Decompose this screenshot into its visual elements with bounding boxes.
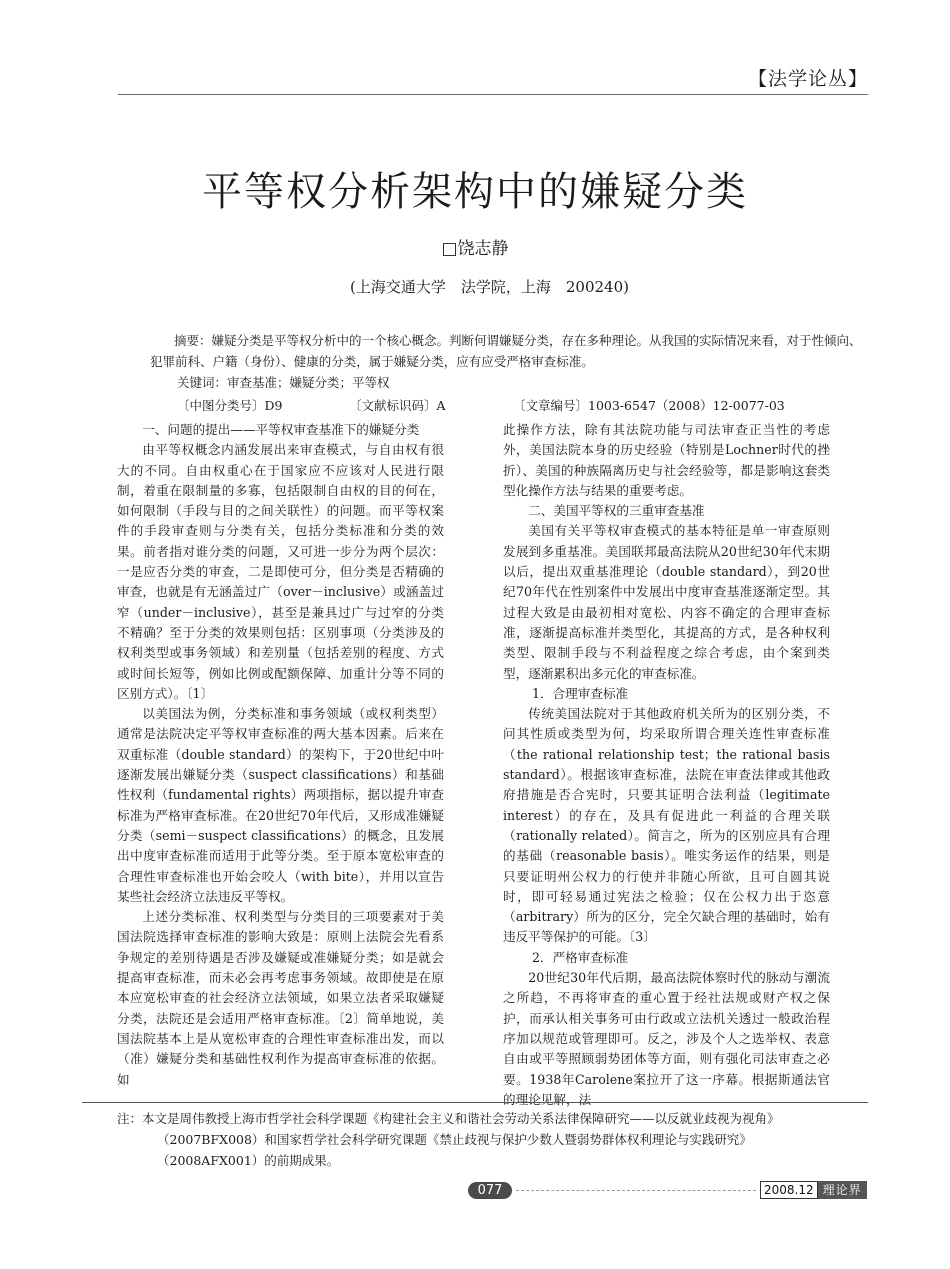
footnote (117, 1108, 872, 1171)
subheading-rational-review: 1．合理审查标准 (531, 685, 629, 701)
footnote-line: （2007BFX008）和国家哲学社会科学研究课题《禁止歧视与保护少数人暨弱势群体权利理论与实践研究》 (157, 1132, 752, 1147)
document-code: 〔文献标识码〕A (349, 398, 446, 413)
affiliation: (上海交通大学 法学院，上海 200240) (350, 278, 629, 296)
keywords: 关键词：审查基准；嫌疑分类；平等权 (177, 375, 390, 390)
section-tag: 【法学论丛】 (747, 68, 868, 90)
issue-label: 2008.12 (760, 1181, 818, 1199)
journal-name: 理论界 (818, 1181, 867, 1199)
body-column-left (117, 420, 444, 1090)
footnote-line: 注：本文是周伟教授上海市哲学社会科学课题《构建社会主义和谐社会劳动关系法律保障研究——以反就业歧视为视角》 (117, 1111, 780, 1126)
footnote-rule (82, 1102, 868, 1103)
paragraph: 传统美国法院对于其他政府机关所为的区别分类，不问其性质或类型为何，均采取所谓合理关连性审查标准（the rational relationship test；the rational basis standard）。根据该审查标准，法院在审查法律或其他政府措施是否合宪时，只要其证明合法利益（legitimate interest）的存在，及具有促进此一利益的合理关联（rationally related）。简言之，所为的区别应具有合理的基础（reasonable basis）。唯实务运作的结果，则是只要证明州公权力的行使并非随心所欲，且可自圆其说时，即可轻易通过宪法之检验；仅在公权力出于恣意（arbitrary）所为的区分，完全欠缺合理的基础时，始有违反平等保护的可能。〔3〕 (503, 706, 830, 945)
paragraph: 由平等权概念内涵发展出来审查模式，与自由权有很大的不同。自由权重心在于国家应不应该对人民进行限制，着重在限制量的多寡，包括限制自由权的目的何在，如何限制（手段与目的之间关联性）的问题。而平等权案件的手段审查则与分类有关，包括分类标准和分类的效果。前者指对谁分类的问题，又可进一步分为两个层次：一是应否分类的审查，二是即使可分，但分类是否精确的审查，也就是有无涵盖过广（over－inclusive）或涵盖过窄（under－inclusive），甚至是兼具过广与过窄的分类不精确？至于分类的效果则包括：区别事项（分类涉及的权利类型或事务领域）和差别量（包括差别的程度、方式或时间长短等，例如比例或配额保障、加重计分等不同的区别方式）。〔1〕 (117, 442, 444, 701)
abstract: 摘要：嫌疑分类是平等权分析中的一个核心概念。判断何谓嫌疑分类，存在多种理论。从我国的实际情况来看，对于性倾向、犯罪前科、户籍（身份）、健康的分类，属于嫌疑分类，应有应受严格审查标准。 (150, 333, 862, 369)
paragraph: 20世纪30年代后期，最高法院体察时代的脉动与潮流之所趋，不再将审查的重心置于经社法规或财产权之保护，而承认相关事务可由行政或立法机关透过一般政治程序加以规范或管理即可。反之，涉及个人之选举权、表意自由或平等照顾弱势团体等方面，则有强化司法审查之必要。1938年Carolene案拉开了这一序幕。根据斯通法官的理论见解，法 (503, 970, 830, 1107)
paragraph: 上述分类标准、权利类型与分类目的三项要素对于美国法院选择审查标准的影响大致是：原则上法院会先看系争规定的差别待遇是否涉及嫌疑或准嫌疑分类；如是就会提高审查标准，而未必会再考虑事务领域。故即使是在原本应宽松审查的社会经济立法领域，如果立法者采取嫌疑分类，法院还是会适用严格审查标准。〔2〕简单地说，美国法院基本上是从宽松审查的合理性审查标准出发，而以（准）嫌疑分类和基础性权利作为提高审查标准的依据。如 (117, 909, 444, 1087)
footer-dashed-rule (516, 1190, 756, 1191)
journal-badge (760, 1181, 867, 1199)
section-heading-1: 一、问题的提出——平等权审查基准下的嫌疑分类 (142, 422, 420, 437)
paragraph: 此操作方法，除有其法院功能与司法审查正当性的考虑外，美国法院本身的历史经验（特别是Lochner时代的挫折）、美国的种族隔离历史与社会经验等，都是影响这套类型化操作方法与结果的重要考虑。 (503, 422, 830, 498)
subheading-strict-review: 2．严格审查标准 (531, 949, 629, 965)
clc-number: 〔中图分类号〕D9 (177, 398, 283, 413)
page-number: 077 (468, 1182, 512, 1199)
author: □饶志静 (441, 239, 509, 259)
paragraph: 美国有关平等权审查模式的基本特征是单一审查原则发展到多重基准。美国联邦最高法院从20世纪30年代末期以后，提出双重基准理论（double standard），到20世纪70年代在性别案件中发展出中度审查基准逐渐定型。其过程大致是由最初相对宽松、内容不确定的合理审查标准，逐渐提高标准并类型化，其提高的方式，是各种权利类型、限制手段与不利益程度之综合考虑，由个案到类型，逐渐累积出多元化的审查标准。 (503, 523, 830, 681)
footnote-line: （2008AFX001）的前期成果。 (157, 1153, 340, 1168)
section-heading-2: 二、美国平等权的三重审查基准 (528, 503, 705, 519)
article-number: 〔文章编号〕1003-6547（2008）12-0077-03 (513, 398, 785, 413)
body-column-right (503, 420, 830, 1110)
article-title: 平等权分析架构中的嫌疑分类 (202, 169, 748, 215)
paragraph: 以美国法为例，分类标准和事务领域（或权利类型）通常是法院决定平等权审查标准的两大基本因素。后来在双重标准（double standard）的架构下，于20世纪中叶逐渐发展出嫌疑分类（suspect classifications）和基础性权利（fundamental rights）两项指标，据以提升审查标准为严格审查标准。在20世纪70年代后，又形成准嫌疑分类（semi－suspect classifications）的概念，且发展出中度审查标准而适用于此等分类。至于原本宽松审查的合理性审查标准也开始会咬人（with bite），并用以宣告某些社会经济立法违反平等权。 (117, 706, 444, 904)
header-rule (118, 94, 868, 95)
